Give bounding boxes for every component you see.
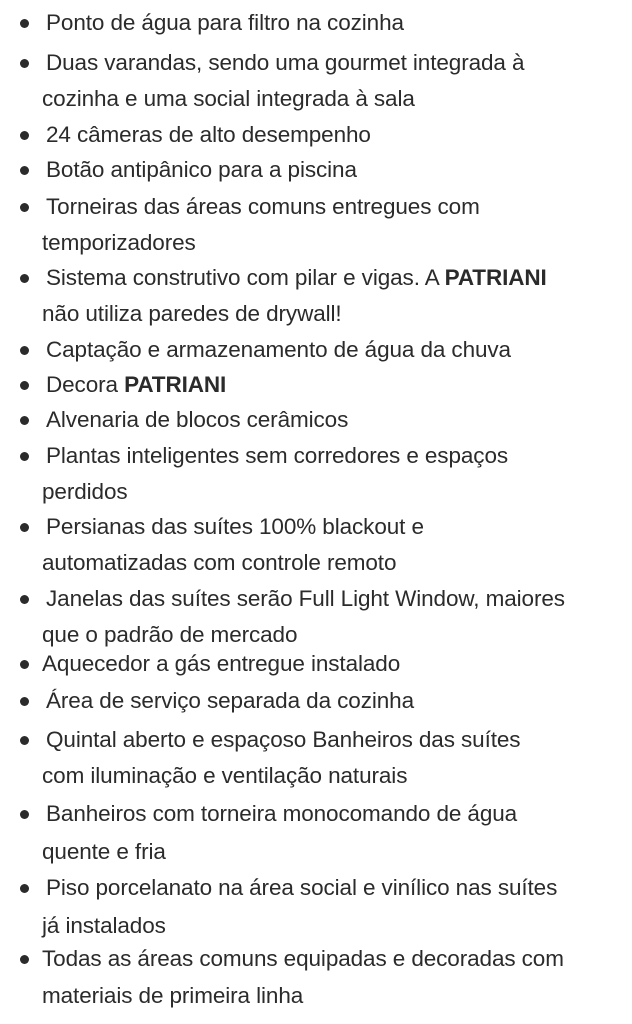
item-text-continuation: automatizadas com controle remoto: [42, 550, 397, 575]
item-text-continuation: quente e fria: [42, 839, 166, 864]
item-text-continuation: com iluminação e ventilação naturais: [42, 763, 408, 788]
brand-name: PATRIANI: [124, 372, 227, 397]
item-text: Alvenaria de blocos cerâmicos: [46, 407, 349, 432]
item-text: Ponto de água para filtro na cozinha: [46, 10, 404, 35]
item-text: Torneiras das áreas comuns entregues com: [46, 194, 480, 219]
bullet-icon: [20, 346, 29, 355]
item-text: Plantas inteligentes sem corredores e espaços: [46, 443, 509, 468]
brand-name: PATRIANI: [444, 265, 547, 290]
item-text: Persianas das suítes 100% blackout e: [46, 514, 424, 539]
item-text-continuation: perdidos: [42, 479, 128, 504]
bullet-icon: [20, 381, 29, 390]
bullet-icon: [20, 416, 29, 425]
bullet-icon: [20, 884, 29, 893]
bullet-icon: [20, 166, 29, 175]
bullet-icon: [20, 59, 29, 68]
bullet-icon: [20, 595, 29, 604]
item-text-part: Decora: [46, 372, 125, 397]
item-text: Aquecedor a gás entregue instalado: [42, 651, 401, 676]
item-text: [46, 264, 547, 292]
item-text: Duas varandas, sendo uma gourmet integrada à: [46, 50, 525, 75]
item-text: Botão antipânico para a piscina: [46, 157, 357, 182]
bullet-icon: [20, 697, 29, 706]
item-text-continuation: que o padrão de mercado: [42, 622, 298, 647]
bullet-icon: [20, 736, 29, 745]
bullet-icon: [20, 955, 29, 964]
bullet-icon: [20, 131, 29, 140]
bullet-icon: [20, 274, 29, 283]
item-text: Todas as áreas comuns equipadas e decoradas com: [42, 946, 564, 971]
item-text-continuation: não utiliza paredes de drywall!: [42, 301, 342, 326]
item-text: Quintal aberto e espaçoso Banheiros das suítes: [46, 727, 521, 752]
item-text-part: Sistema construtivo com pilar e vigas. A: [46, 265, 445, 290]
bullet-icon: [20, 203, 29, 212]
bullet-icon: [20, 660, 29, 669]
bullet-icon: [20, 810, 29, 819]
item-text-continuation: já instalados: [42, 913, 166, 938]
item-text: 24 câmeras de alto desempenho: [46, 122, 371, 147]
item-text: Janelas das suítes serão Full Light Window, maiores: [46, 586, 565, 611]
bullet-icon: [20, 19, 29, 28]
item-text: Piso porcelanato na área social e vinílico nas suítes: [46, 875, 558, 900]
item-text-continuation: cozinha e uma social integrada à sala: [42, 86, 415, 111]
item-text: Banheiros com torneira monocomando de água: [46, 801, 518, 826]
item-text: Captação e armazenamento de água da chuva: [46, 337, 511, 362]
bullet-icon: [20, 523, 29, 532]
item-text: [46, 371, 226, 399]
item-text: Área de serviço separada da cozinha: [46, 688, 414, 713]
item-text-continuation: temporizadores: [42, 230, 196, 255]
bullet-icon: [20, 452, 29, 461]
item-text-continuation: materiais de primeira linha: [42, 983, 304, 1008]
